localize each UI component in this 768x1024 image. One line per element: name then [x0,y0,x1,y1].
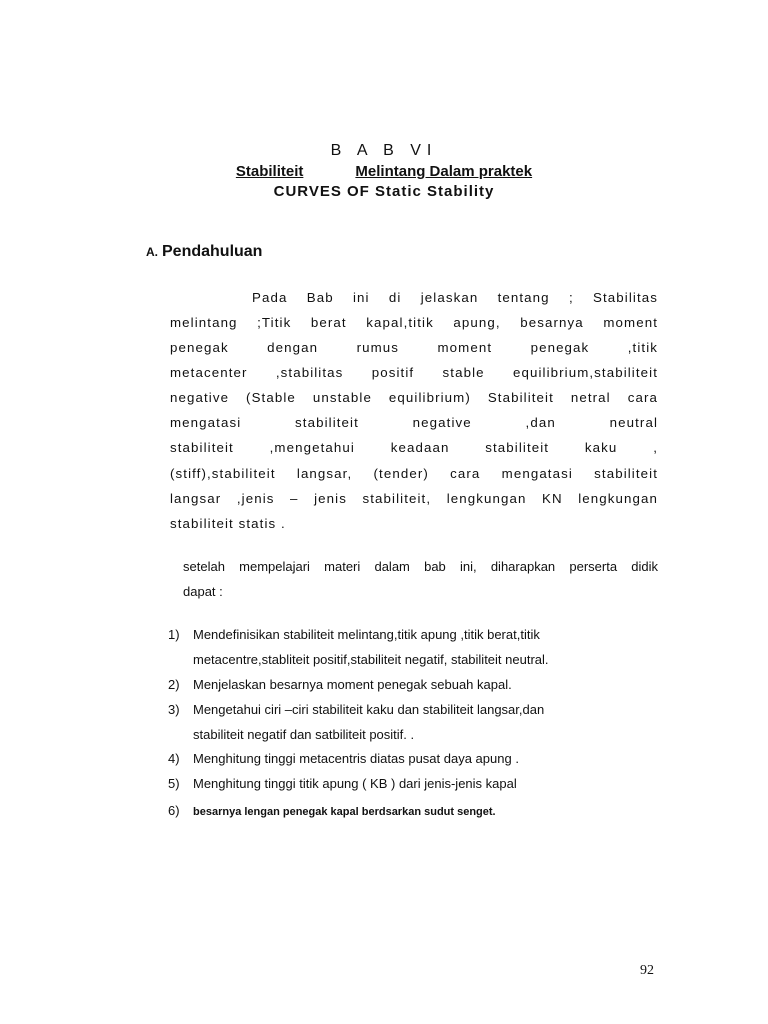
paragraph-line: metacenter ,stabilitas positif stable equilibrium,stabiliteit [170,365,658,380]
objective-number: 6) [168,803,180,818]
subtitle-part-1: Stabiliteit [235,163,304,180]
objective-item [168,803,496,818]
paragraph-line: mengatasi stabiliteit negative ,dan neutral [170,415,658,430]
intro-line: dapat : [183,584,223,599]
chapter-subtitle [0,163,768,180]
objective-number: 1) [168,627,180,642]
paragraph-line: stabiliteit ,mengetahui keadaan stabiliteit kaku , [170,440,658,455]
objective-item [168,627,540,642]
objective-item [168,702,544,717]
subtitle-part-2: Melintang Dalam praktek [355,163,533,180]
paragraph-line: (stiff),stabiliteit langsar, (tender) cara mengatasi stabiliteit [170,466,658,481]
paragraph-line: stabiliteit statis . [170,516,286,531]
paragraph-line: penegak dengan rumus moment penegak ,titik [170,340,658,355]
objective-continuation: metacentre,stabliteit positif,stabiliteit negatif, stabiliteit neutral. [193,652,549,667]
objective-text: Menghitung tinggi metacentris diatas pusat daya apung . [193,751,519,766]
section-title: Pendahuluan [162,243,263,260]
objective-number: 5) [168,776,180,791]
objective-text: Mendefinisikan stabiliteit melintang,titik apung ,titik berat,titik [193,627,540,642]
paragraph-line: melintang ;Titik berat kapal,titik apung, besarnya moment [170,315,658,330]
objective-number: 3) [168,702,180,717]
intro-line: setelah mempelajari materi dalam bab ini, diharapkan perserta didik [183,559,658,574]
objective-text: Mengetahui ciri –ciri stabiliteit kaku dan stabiliteit langsar,dan [193,702,545,717]
page-number: 92 [640,963,654,978]
objective-item [168,776,517,791]
chapter-english-title: CURVES OF Static Stability [273,183,495,200]
objective-number: 2) [168,677,180,692]
objective-text: besarnya lengan penegak kapal berdsarkan sudut senget. [193,806,496,818]
paragraph-line: Pada Bab ini di jelaskan tentang ; Stabilitas [252,290,658,305]
objective-text: Menjelaskan besarnya moment penegak sebuah kapal. [193,677,512,692]
objective-number: 4) [168,751,180,766]
objective-text: Menghitung tinggi titik apung ( KB ) dari jenis-jenis kapal [193,776,517,791]
objective-item [168,751,519,766]
paragraph-line: negative (Stable unstable equilibrium) Stabiliteit netral cara [170,390,658,405]
section-letter: A. [146,245,158,259]
objective-continuation: stabiliteit negatif dan satbiliteit positif. . [193,727,415,742]
objective-item [168,677,512,692]
section-heading [146,243,262,261]
chapter-heading: B A B VI [330,142,438,159]
paragraph-line: langsar ,jenis – jenis stabiliteit, lengkungan KN lengkungan [170,491,658,506]
